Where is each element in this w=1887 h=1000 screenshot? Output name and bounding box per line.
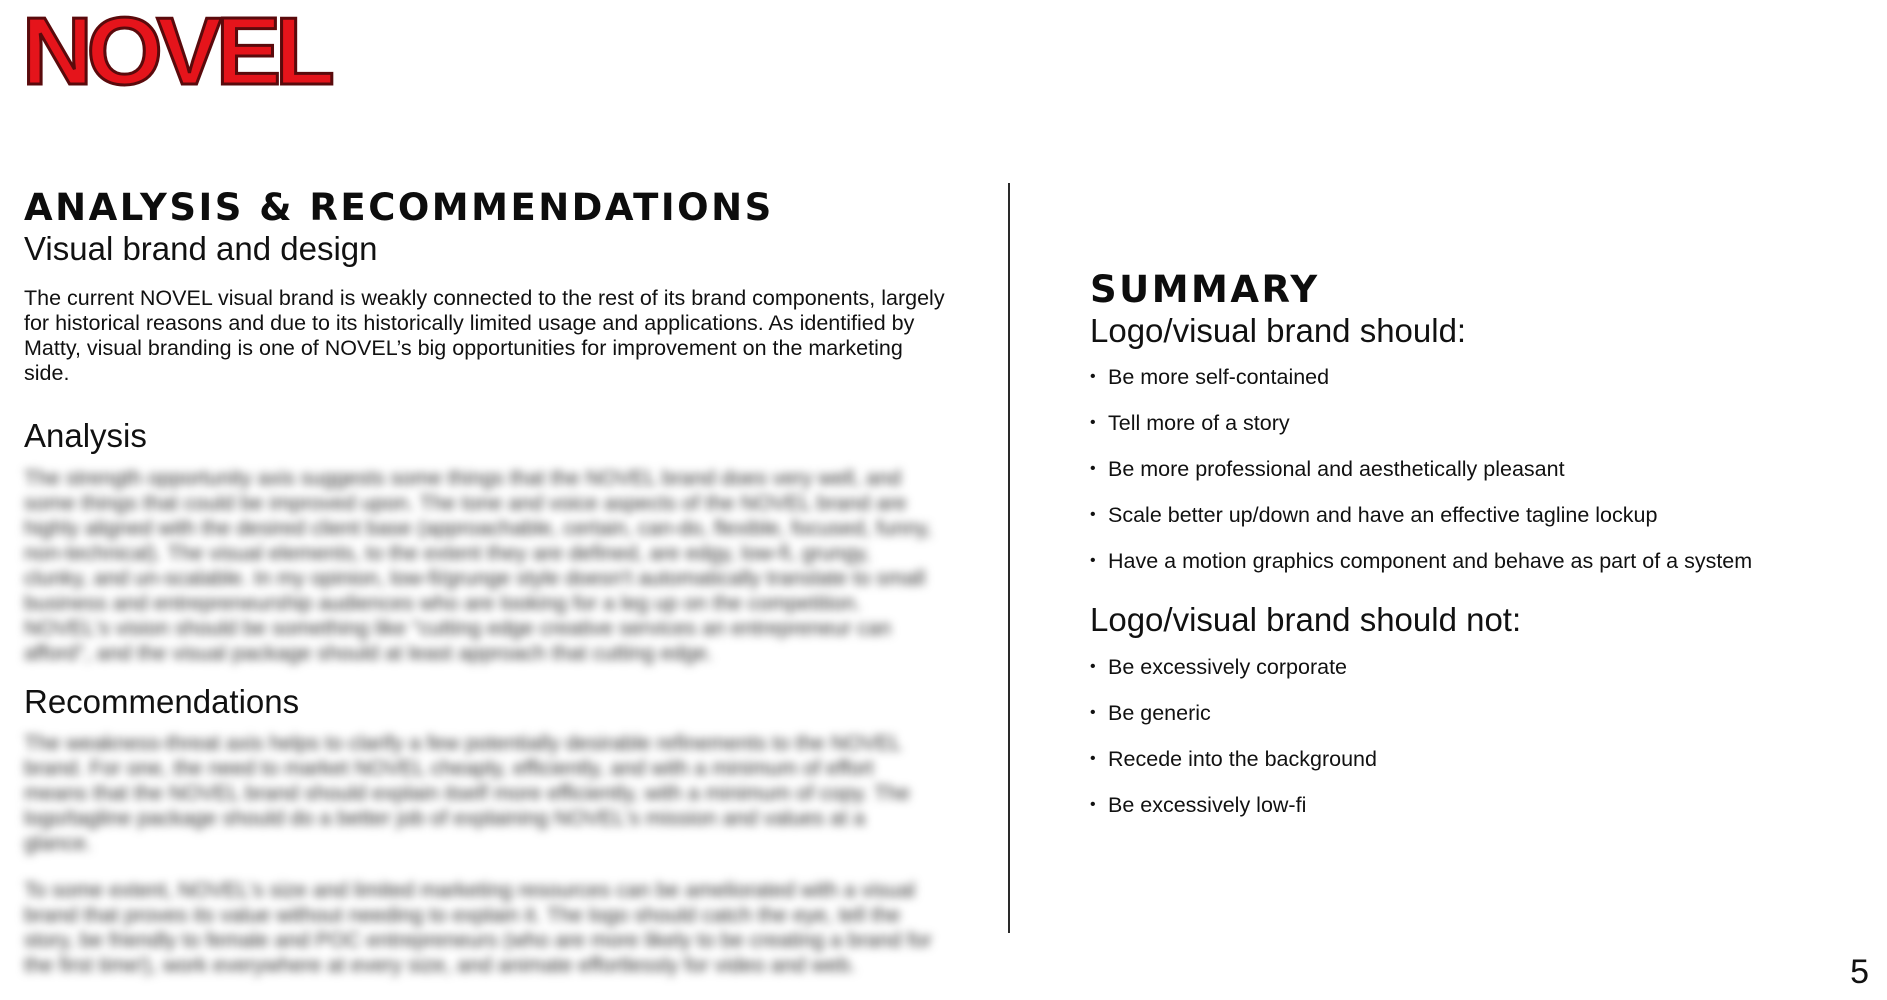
bullet-icon: •	[1090, 552, 1096, 570]
bullet-icon: •	[1090, 460, 1096, 478]
bullet-icon: •	[1090, 657, 1096, 675]
recommendations-blurred-text-2: To some extent, NOVEL's size and limited marketing resources can be ameliorated with a visual brand that proves its value without needing to explain it. The logo should catch the eye, tell the story, be friendly to female and POC entrepreneurs (who are more likely to be creating a brand for the first time!), work everywhere at every size, and animate effortlessly for video and web.	[24, 879, 932, 978]
list-item: • Scale better up/down and have an effective tagline lockup	[1090, 503, 1658, 528]
list-item: • Tell more of a story	[1090, 411, 1290, 436]
section-title: ANALYSIS & RECOMMENDATIONS	[24, 186, 774, 229]
recommendations-blurred-text-1: The weakness-threat axis helps to clarify a few potentially desirable refinements to the NOVEL brand. For one, the need to market NOVEL cheaply, efficiently, and with a minimum of effort means that the NOVEL brand should explain itself more efficiently, with a minimum of copy. The logo/tagline package should do a better job of explaining NOVEL's mission and values at a glance.	[24, 732, 910, 856]
section-subtitle: Visual brand and design	[24, 229, 378, 267]
column-divider	[1008, 183, 1010, 933]
novel-logo: NOVEL	[22, 0, 329, 105]
list-item: • Be more professional and aesthetically pleasant	[1090, 457, 1565, 482]
summary-title: SUMMARY	[1090, 268, 1320, 311]
page-number: 5	[1850, 953, 1869, 991]
should-not-heading: Logo/visual brand should not:	[1090, 601, 1522, 639]
summary-column	[1090, 270, 1850, 838]
list-item: • Recede into the background	[1090, 746, 1377, 771]
list-item: • Have a motion graphics component and behave as part of a system	[1090, 549, 1753, 574]
bullet-icon: •	[1090, 368, 1096, 386]
list-item: • Be excessively low-fi	[1090, 792, 1307, 817]
intro-paragraph: The current NOVEL visual brand is weakly connected to the rest of its brand components, largely for historical reasons and due to its historically limited usage and applications. As identified by Matty, visual branding is one of NOVEL’s big opportunities for improvement on the marketing side.	[24, 286, 945, 386]
analysis-heading: Analysis	[24, 417, 147, 455]
analysis-column	[24, 188, 944, 978]
should-not-list	[1090, 654, 1850, 838]
bullet-icon: •	[1090, 749, 1096, 767]
should-list	[1090, 364, 1850, 594]
bullet-icon: •	[1090, 506, 1096, 524]
recommendations-heading: Recommendations	[24, 682, 300, 720]
analysis-blurred-text: The strength opportunity axis suggests some things that the NOVEL brand does very well, and some things that could be improved upon. The tone and voice aspects of the NOVEL brand are highly aligned with the desired client base (approachable, certain, can-do, flexible, focused, funny, non-technical). The visual elements, to the extent they are defined, are edgy, low-fi, grungy, clunky, and un-scalable. In my opinion, low-fi/grunge style doesn't automatically translate to small business and entrepreneurship audiences who are looking for a leg up on the competition. NOVEL's vision should be something like "cutting edge creative services an entrepreneur can afford", and the visual package should at least approach that cutting edge.	[24, 466, 932, 665]
bullet-icon: •	[1090, 703, 1096, 721]
list-item: • Be generic	[1090, 700, 1211, 725]
list-item: • Be more self-contained	[1090, 365, 1330, 390]
should-heading: Logo/visual brand should:	[1090, 311, 1467, 349]
bullet-icon: •	[1090, 795, 1096, 813]
bullet-icon: •	[1090, 414, 1096, 432]
list-item: • Be excessively corporate	[1090, 654, 1347, 679]
